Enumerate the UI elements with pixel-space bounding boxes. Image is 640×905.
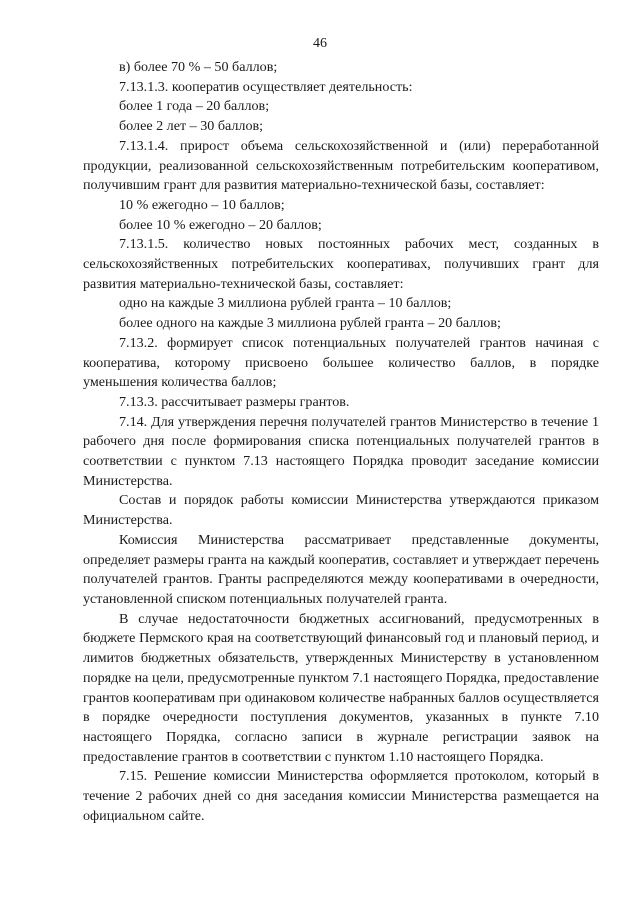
paragraph: 7.15. Решение комиссии Министерства оформляется протоколом, который в течение 2 рабочих дней со дня заседания комиссии Министерства размещается на официальном сайте. xyxy=(83,768,599,824)
paragraph: одно на каждые 3 миллиона рублей гранта – 10 баллов; xyxy=(119,295,452,312)
paragraph: 7.13.1.4. прирост объема сельскохозяйственной и (или) переработанной продукции, реализованной сельскохозяйственным потребительским кооперативом, получившим грант для развития материально-технической базы, составляет: xyxy=(83,137,599,194)
paragraph: более 10 % ежегодно – 20 баллов; xyxy=(119,216,322,233)
paragraph: 7.13.2. формирует список потенциальных получателей грантов начиная с кооператива, которому присвоено большее количество баллов, в порядке уменьшения количества баллов; xyxy=(83,334,599,391)
paragraph: в) более 70 % – 50 баллов; xyxy=(119,59,278,75)
paragraph: 10 % ежегодно – 10 баллов; xyxy=(119,196,285,213)
paragraph: Состав и порядок работы комиссии Министерства утверждаются приказом Министерства. xyxy=(83,492,599,529)
paragraph: 7.14. Для утверждения перечня получателей грантов Министерство в течение 1 рабочего дня после формирования списка потенциальных получателей грантов в соответствии с пунктом 7.13 настоящего Порядка проводит заседание комиссии Министерства. xyxy=(83,413,599,489)
paragraph: 7.13.1.5. количество новых постоянных рабочих мест, созданных в сельскохозяйственных потребительских кооперативах, получивших грант для развития материально-технической базы, составляет: xyxy=(83,236,599,292)
document-body xyxy=(83,58,599,826)
paragraph: более 2 лет – 30 баллов; xyxy=(119,118,264,135)
paragraph: 7.13.3. рассчитывает размеры грантов. xyxy=(119,393,350,410)
paragraph: Комиссия Министерства рассматривает представленные документы, определяет размеры гранта на каждый кооператив, составляет и утверждает перечень получателей грантов. Гранты распределяются между кооперативами в очередности, установленной списком потенциальных получателей гранта. xyxy=(83,531,599,607)
paragraph: В случае недостаточности бюджетных ассигнований, предусмотренных в бюджете Пермского края на соответствующий финансовый год и плановый период, и лимитов бюджетных обязательств, утвержденных Министерству в установленном порядке на цели, предусмотренные пунктом 7.1 настоящего Порядка, предоставление грантов кооперативам при одинаковом количестве набранных баллов осуществляется в порядке очередности поступления документов, указанных в пункте 7.10 настоящего Порядка, согласно записи в журнале регистрации заявок на предоставление грантов в соответствии с пунктом 1.10 настоящего Порядка. xyxy=(83,610,599,765)
paragraph: более одного на каждые 3 миллиона рублей гранта – 20 баллов; xyxy=(119,315,501,332)
page-number: 46 xyxy=(313,36,327,51)
paragraph: более 1 года – 20 баллов; xyxy=(119,98,270,115)
paragraph: 7.13.1.3. кооператив осуществляет деятельность: xyxy=(119,78,413,95)
